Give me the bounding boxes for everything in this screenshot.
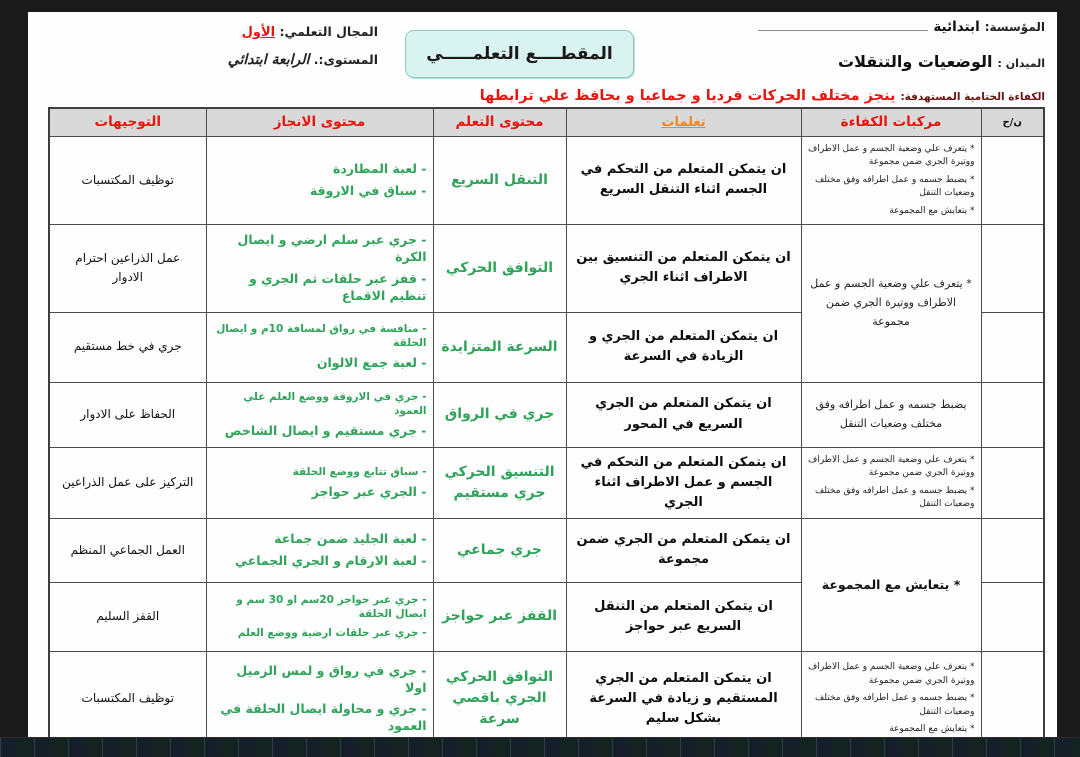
level-line — [168, 52, 378, 68]
col-header-components: مركبات الكفاءة — [801, 108, 981, 136]
guidance-text: توظيف المكتسبات — [81, 172, 174, 187]
achievement-item: - جري عبر حلقات ارضية ووضع العلم — [237, 627, 427, 640]
achievement-item: - جري عبر سلم ارضي و ايصال الكرة — [237, 232, 427, 264]
achievement-item: - جري و محاولة ايصال الحلقة في العمود — [220, 701, 427, 734]
component-item: يضبط جسمه و عمل اطرافه وفق مختلف وضعيات التنقل — [815, 397, 967, 430]
achievement-item: - لعبة المطاردة — [332, 160, 427, 176]
domain-line — [168, 24, 378, 40]
cell-learnings — [566, 582, 801, 651]
cell-guidance — [49, 225, 206, 313]
learning-content-text: القفز عبر حواجز — [441, 608, 558, 625]
cell-components — [801, 382, 981, 447]
cell-learnings — [566, 447, 801, 518]
learning-content-text: التنقل السريع — [451, 171, 548, 188]
cell-components — [801, 447, 981, 518]
cell-learning-content — [433, 651, 566, 747]
achievement-item: - لعبة الارقام و الجري الجماعي — [235, 552, 427, 568]
learning-text: ان يتمكن المتعلم من الجري و الزيادة في السرعة — [588, 328, 779, 364]
cell-learnings — [566, 382, 801, 447]
achievement-item: - جري مستقيم و ايصال الشاخص — [224, 422, 427, 438]
serial-cell — [981, 518, 1044, 582]
cell-achievements — [206, 518, 433, 582]
achievement-item: - سباق تتابع ووضع الحلقة — [292, 465, 427, 478]
cell-learnings — [566, 312, 801, 382]
cell-learnings — [566, 225, 801, 313]
learning-text: ان يتمكن المتعلم من التنقل السريع عبر حواجز — [594, 598, 773, 634]
learning-content-text: جري جماعي — [457, 541, 542, 558]
cell-guidance — [49, 382, 206, 447]
cell-guidance — [49, 518, 206, 582]
cell-learning-content — [433, 136, 566, 225]
field-label: الميدان : — [997, 57, 1045, 70]
level-value: الرابعة ابتدائي — [227, 52, 310, 68]
cell-components — [801, 651, 981, 747]
component-item: * يتعايش مع المجموعة — [889, 205, 975, 216]
cell-achievements — [206, 312, 433, 382]
document-page — [28, 12, 1057, 738]
cell-guidance — [49, 136, 206, 225]
guidance-text: توظيف المكتسبات — [81, 691, 174, 706]
col-header-learnings: تعلمات — [566, 108, 801, 136]
guidance-text: جري في خط مستقيم — [73, 339, 182, 354]
guidance-text: العمل الجماعي المنظم — [70, 542, 185, 557]
cell-components-merged — [801, 518, 981, 651]
learning-text: ان يتمكن المتعلم من الجري ضمن مجموعة — [576, 532, 791, 568]
achievement-item: - قفز عبر حلقات ثم الجري و تنظيم الاقماع — [248, 270, 427, 303]
cell-guidance — [49, 312, 206, 382]
learning-content-text: جري في الرواق — [444, 406, 555, 423]
cell-learnings — [566, 518, 801, 582]
component-item: * يتعرف علي وضعية الجسم و عمل الاطراف ووتيرة الجري ضمن مجموعة — [807, 143, 975, 167]
cell-guidance — [49, 447, 206, 518]
col-header-guidance: التوجيهات — [49, 108, 206, 136]
domain-label: المجال التعلمي: — [279, 24, 378, 39]
cell-learnings — [566, 136, 801, 225]
cell-components — [801, 136, 981, 225]
fill-in-rule — [758, 18, 928, 31]
learning-text: ان يتمكن المتعلم من التنسيق بين الاطراف اثناء الجري — [576, 250, 791, 286]
learning-content-text: جري مستقيم — [453, 484, 546, 501]
cell-learning-content — [433, 382, 566, 447]
col-header-serial: ن/ح — [981, 108, 1044, 136]
table-row — [49, 518, 1044, 582]
table-row — [49, 225, 1044, 313]
background-spreadsheet-strip — [0, 737, 1080, 757]
cell-learning-content — [433, 582, 566, 651]
cell-achievements — [206, 651, 433, 747]
achievement-item: - منافسة في رواق لمسافة 10م و ايصال الحلقة — [216, 322, 427, 350]
table-row — [49, 651, 1044, 747]
cell-learnings — [566, 651, 801, 747]
cell-learning-content — [433, 447, 566, 518]
component-item: * يضبط جسمه و عمل اطرافه وفق مختلف وضعيات التنقل — [814, 693, 975, 717]
cell-learning-content — [433, 225, 566, 313]
cell-achievements — [206, 447, 433, 518]
achievement-item: - سباق في الاروقة — [309, 182, 427, 198]
achievement-item: - لعبة الجليد ضمن جماعة — [274, 530, 427, 546]
component-item: * يضبط جسمه و عمل اطرافه وفق مختلف وضعيات التنقل — [814, 485, 975, 510]
institution-label: المؤسسة: — [984, 20, 1045, 34]
learning-content-text: التوافق الحركي — [445, 669, 554, 686]
component-item: * يتعايش مع المجموعة — [889, 724, 975, 735]
learning-content-text: التنسيق الحركي — [444, 463, 555, 480]
achievement-item: - جري في رواق و لمس الزميل اولا — [236, 662, 427, 695]
learning-segment-table — [48, 107, 1045, 748]
serial-cell — [981, 312, 1044, 382]
cell-guidance — [49, 651, 206, 747]
serial-cell — [981, 382, 1044, 447]
guidance-text: عمل الذراعين احترام الادوار — [75, 251, 181, 285]
table-row — [49, 136, 1044, 225]
field-value: الوضعيات والتنقلات — [838, 52, 993, 71]
guidance-text: التركيز على عمل الذراعين — [62, 475, 194, 490]
learning-text: ان يتمكن المتعلم من التحكم في الجسم و عمل الاطراف اثناء الجري — [580, 454, 787, 510]
achievement-item: - جري في الاروقة ووضع العلم علي العمود — [243, 390, 427, 417]
competency-label: الكفاءة الختامية المستهدفة: — [900, 91, 1045, 103]
cell-components-merged — [801, 225, 981, 383]
competency-value: ينجز مختلف الحركات فرديا و جماعيا و بحافظ علي ترابطها — [479, 88, 896, 104]
table-row — [49, 447, 1044, 518]
learning-text: ان يتمكن المتعلم من الجري السريع في المحور — [595, 396, 772, 432]
component-item: * يتعرف علي وضعية الجسم و عمل الاطراف ووتيرة الجري ضمن مجموعة — [807, 662, 975, 686]
institution-value: ابتدائية — [933, 19, 980, 35]
guidance-text: القفز السليم — [96, 609, 160, 624]
col-header-achievement-content: محتوى الانجاز — [206, 108, 433, 136]
serial-cell — [981, 582, 1044, 651]
achievement-item: - الجري عبر حواجز — [311, 483, 427, 499]
cell-achievements — [206, 582, 433, 651]
learning-content-text: السرعة المتزايدة — [441, 338, 558, 355]
cell-achievements — [206, 225, 433, 313]
col-header-learning-content: محتوى التعلم — [433, 108, 566, 136]
component-item: * يتعرف علي وضعية الجسم و عمل الاطراف ووتيرة الجري ضمن مجموعة — [810, 277, 972, 328]
serial-cell — [981, 136, 1044, 225]
domain-value: الأول — [241, 25, 276, 40]
institution-line — [758, 18, 1045, 35]
learning-content-text: التوافق الحركي — [445, 259, 554, 276]
component-item: * يتعرف علي وضعية الجسم و عمل الاطراف ووتيرة الجري ضمن مجموعة — [807, 454, 975, 479]
page-title: المقطــــع التعلمـــــي — [405, 30, 634, 78]
serial-cell — [981, 651, 1044, 747]
serial-cell — [981, 225, 1044, 313]
table-row — [49, 382, 1044, 447]
learning-text: ان يتمكن المتعلم من التحكم في الجسم اثناء التنقل السريع — [580, 162, 787, 198]
component-item: * يتعايش مع المجموعة — [821, 577, 961, 593]
field-line — [838, 52, 1045, 71]
cell-achievements — [206, 136, 433, 225]
competency-line — [480, 88, 1045, 104]
cell-achievements — [206, 382, 433, 447]
level-label: المستوى:. — [313, 52, 378, 67]
cell-learning-content — [433, 312, 566, 382]
learning-text: ان يتمكن المتعلم من الجري المستقيم و زيادة في السرعة بشكل سليم — [589, 670, 778, 727]
cell-guidance — [49, 582, 206, 651]
header-left-block — [168, 24, 378, 68]
cell-learning-content — [433, 518, 566, 582]
achievement-item: - جري عبر حواجز 20سم او 30 سم و ايصال الحلقة — [236, 593, 427, 621]
learning-content-text: الجري باقصي سرعة — [452, 690, 547, 728]
achievement-item: - لعبة جمع الالوان — [316, 355, 427, 371]
serial-cell — [981, 447, 1044, 518]
component-item: * يضبط جسمه و عمل اطرافه وفق مختلف وضعيات التنقل — [814, 174, 975, 198]
table-header-row — [49, 108, 1044, 136]
guidance-text: الحفاظ على الادوار — [80, 407, 176, 422]
